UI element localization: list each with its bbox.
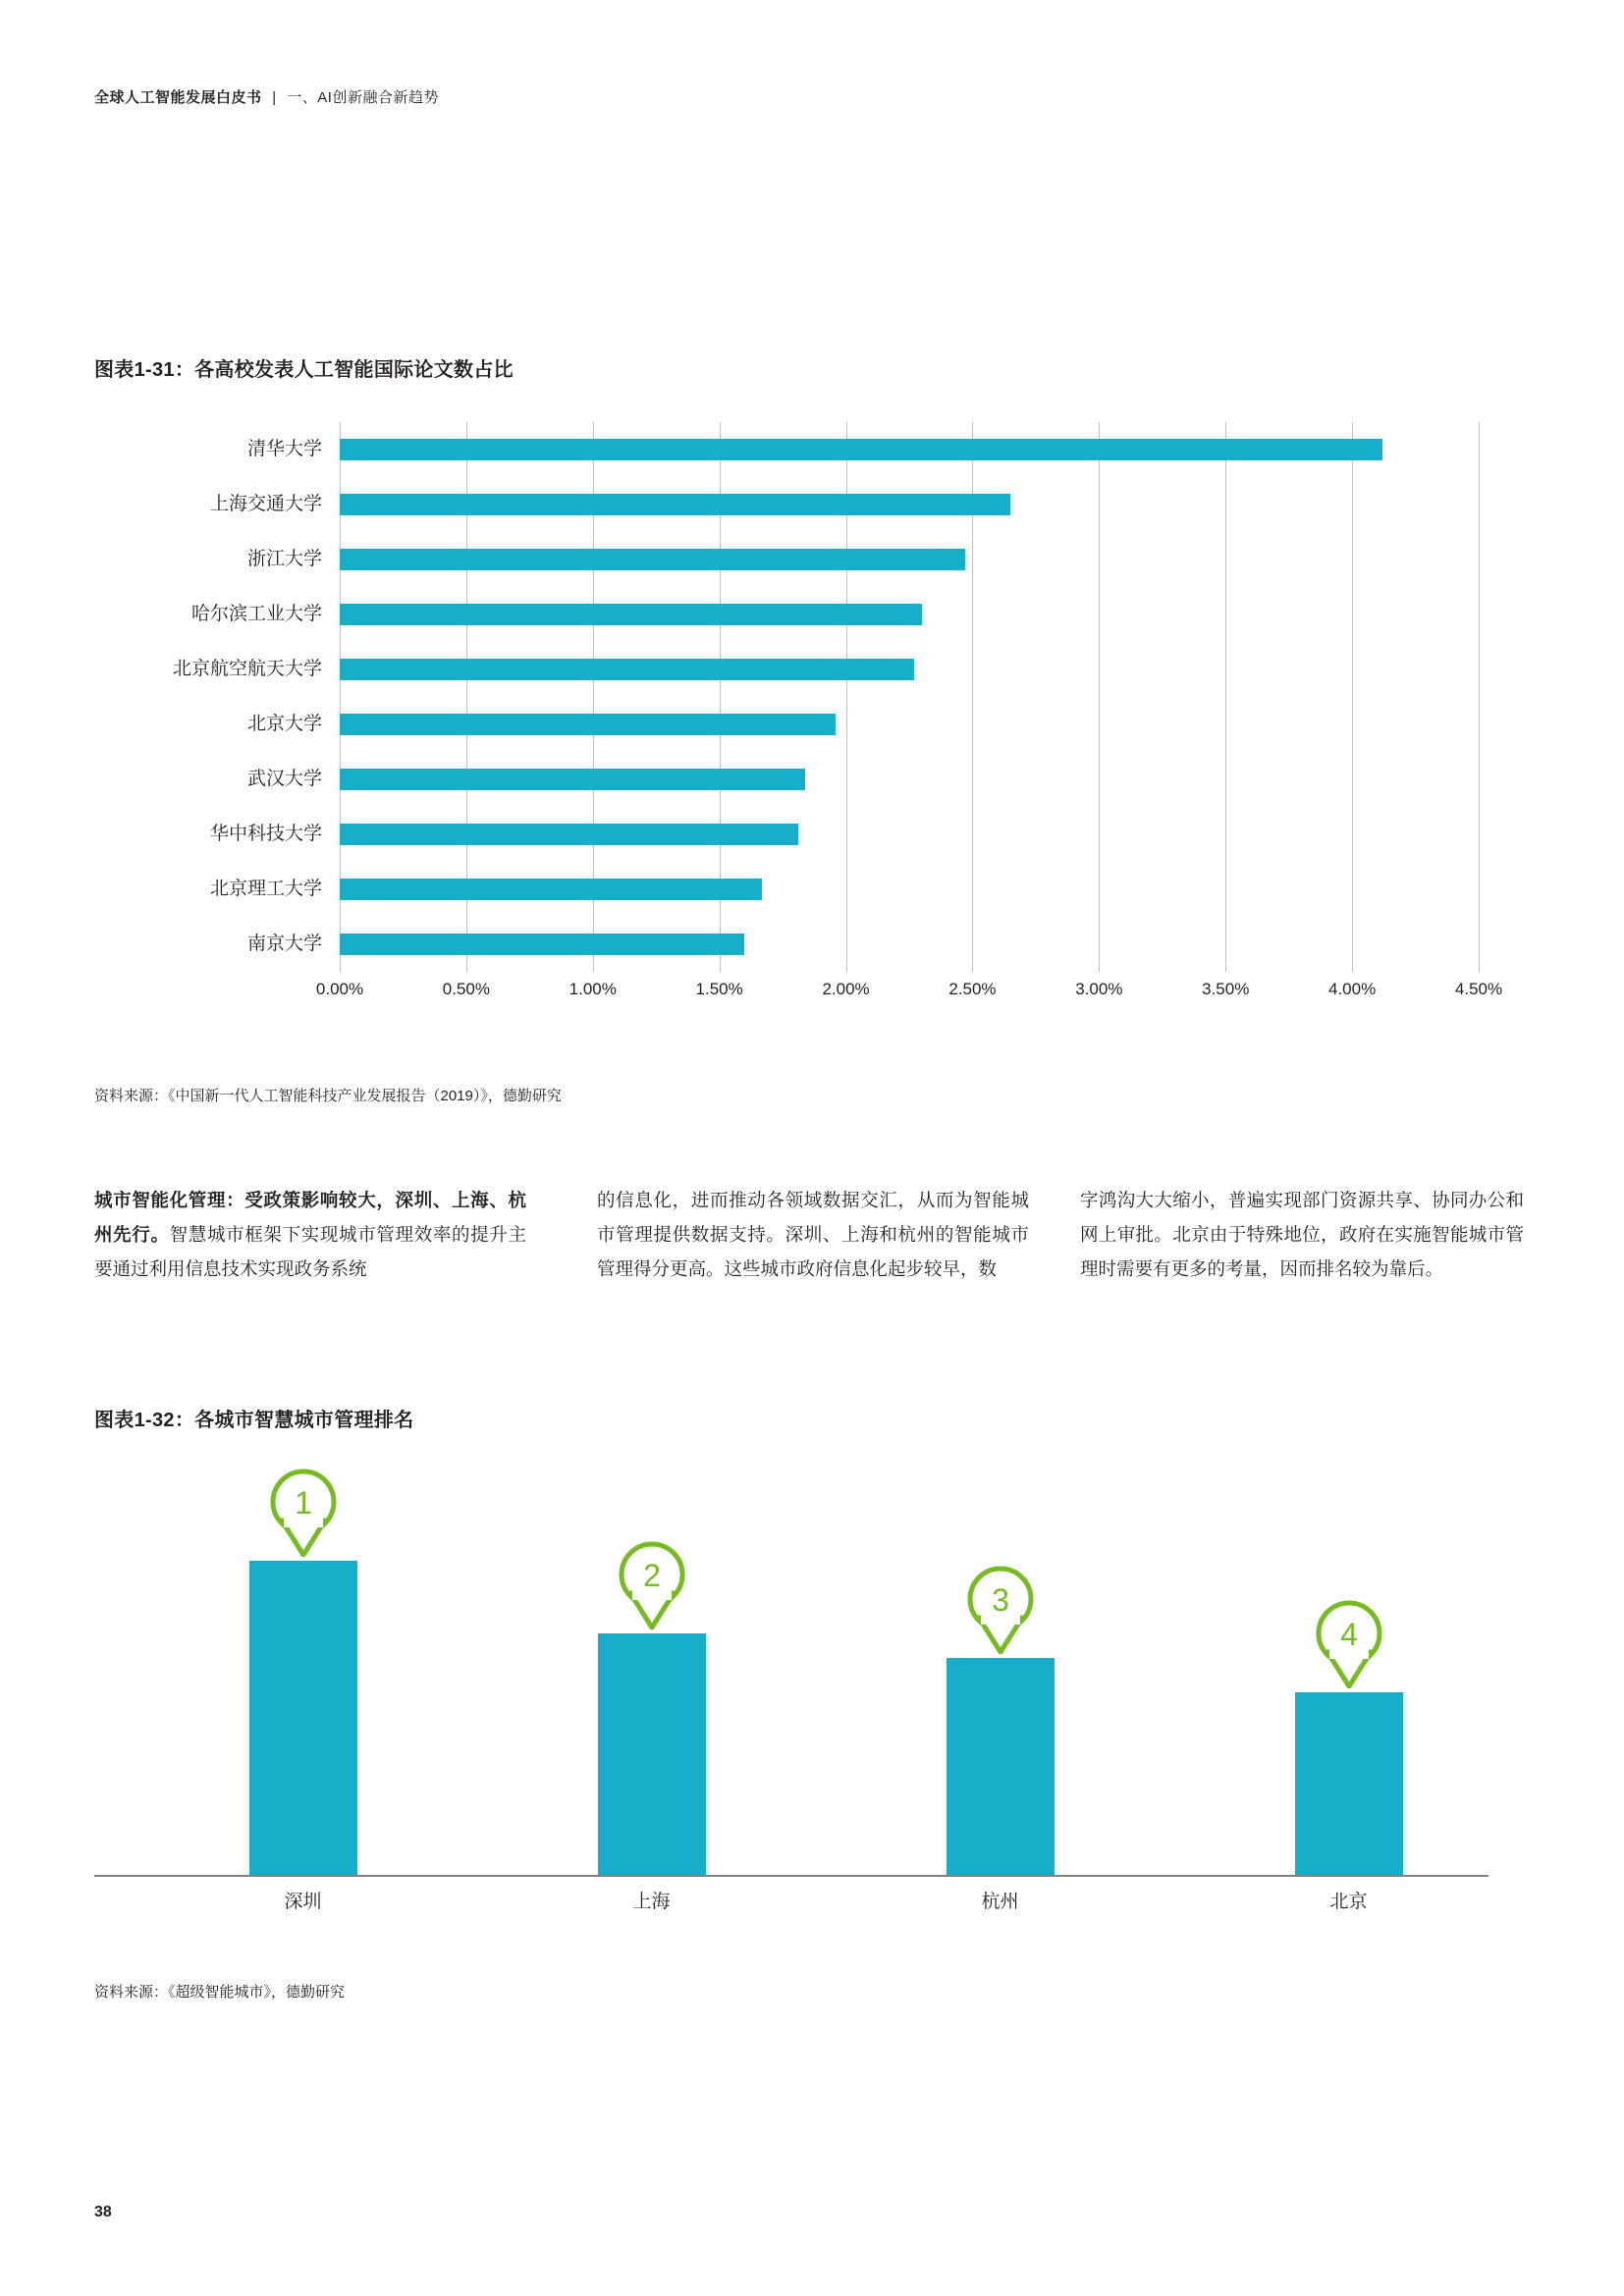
bar-row	[94, 477, 1528, 532]
city-label: 上海	[632, 1892, 671, 1912]
body-column-1-text: 智慧城市框架下实现城市管理效率的提升主要通过利用信息技术实现政务系统	[94, 1224, 526, 1279]
page-header	[94, 86, 439, 107]
rank-pin-marker	[965, 1564, 1036, 1654]
bar-row	[94, 587, 1528, 642]
body-column-1	[94, 1183, 526, 1286]
x-tick-label: 1.50%	[695, 980, 743, 998]
bar	[340, 549, 965, 570]
page-number: 38	[94, 2204, 112, 2220]
city-label: 北京	[1329, 1892, 1368, 1912]
x-tick-label: 2.00%	[822, 980, 870, 998]
figure-1-31-chart	[94, 412, 1528, 1041]
body-column-3	[1080, 1183, 1524, 1286]
city-bar-column	[477, 1463, 826, 1953]
body-column-2	[597, 1183, 1029, 1286]
bar	[340, 824, 798, 845]
bar-category-label: 清华大学	[246, 439, 322, 459]
bar	[340, 604, 922, 625]
bar-row	[94, 807, 1528, 862]
city-bar-column	[826, 1463, 1174, 1953]
city-label: 深圳	[284, 1892, 322, 1912]
bar-category-label: 北京大学	[246, 714, 322, 734]
rank-pin-marker	[268, 1467, 339, 1557]
bar-row	[94, 532, 1528, 587]
horizontal-bar-plot	[94, 412, 1528, 1001]
x-tick-label: 4.00%	[1328, 980, 1377, 998]
bar	[340, 714, 836, 735]
svg-text:4: 4	[1339, 1617, 1358, 1653]
figure-1-32-source: 资料来源：《超级智能城市》，德勤研究	[94, 1984, 346, 2001]
bar	[340, 934, 744, 955]
bar	[340, 439, 1382, 460]
header-separator: |	[272, 89, 277, 106]
section-title: 一、AI创新融合新趋势	[287, 89, 439, 106]
bar-row	[94, 422, 1528, 477]
body-lead: 城市智能化管理：受政策影响较大，深圳、上海、杭州先行。	[94, 1190, 526, 1245]
x-tick-label: 3.00%	[1075, 980, 1123, 998]
bar-category-label: 北京航空航天大学	[172, 659, 322, 679]
bar	[947, 1658, 1055, 1875]
bar	[1295, 1692, 1403, 1875]
rank-pin-marker	[617, 1539, 687, 1629]
bar	[340, 494, 1010, 515]
bar-row	[94, 917, 1528, 972]
rank-pin-marker	[1314, 1598, 1384, 1688]
bar	[340, 879, 762, 900]
x-tick-label: 0.50%	[442, 980, 490, 998]
figure-1-31-source: 资料来源：《中国新一代人工智能科技产业发展报告（2019）》，德勤研究	[94, 1088, 562, 1104]
x-tick-label: 2.50%	[948, 980, 997, 998]
bar-category-label: 华中科技大学	[209, 824, 322, 844]
bar-category-label: 哈尔滨工业大学	[190, 604, 322, 624]
bar-row	[94, 752, 1528, 807]
body-column-2-text: 的信息化，进而推动各领域数据交汇，从而为智能城市管理提供数据支持。深圳、上海和杭州的智能城市管理得分更高。这些城市政府信息化起步较早，数	[597, 1190, 1029, 1279]
bar-category-label: 上海交通大学	[209, 494, 322, 514]
x-tick-label: 0.00%	[315, 980, 364, 998]
x-tick-label: 4.50%	[1454, 980, 1503, 998]
x-tick-label: 3.50%	[1202, 980, 1250, 998]
bar-category-label: 北京理工大学	[209, 879, 322, 899]
body-column-3-text: 字鸿沟大大缩小，普遍实现部门资源共享、协同办公和网上审批。北京由于特殊地位，政府在实施智能城市管理时需要有更多的考量，因而排名较为靠后。	[1080, 1190, 1524, 1279]
bar-category-label: 南京大学	[246, 934, 322, 954]
bar-category-label: 浙江大学	[246, 549, 322, 569]
figure-1-32-chart	[94, 1463, 1528, 1953]
bar	[340, 659, 914, 680]
bar-row	[94, 697, 1528, 752]
figure-1-31-caption: 图表1-31：各高校发表人工智能国际论文数占比	[94, 359, 514, 381]
city-bar-column	[1174, 1463, 1523, 1953]
figure-1-32-caption: 图表1-32：各城市智慧城市管理排名	[94, 1410, 414, 1431]
svg-text:1: 1	[294, 1485, 312, 1521]
bar	[340, 769, 805, 790]
document-title: 全球人工智能发展白皮书	[94, 89, 262, 106]
svg-text:3: 3	[991, 1582, 1009, 1619]
bar	[249, 1561, 357, 1875]
city-label: 杭州	[981, 1892, 1019, 1912]
bar-row	[94, 862, 1528, 917]
x-tick-label: 1.00%	[568, 980, 617, 998]
svg-text:2: 2	[642, 1557, 661, 1593]
x-axis-ticks	[94, 980, 1528, 1009]
bar-row	[94, 642, 1528, 697]
city-bar-column	[129, 1463, 477, 1953]
bar-category-label: 武汉大学	[246, 769, 322, 789]
bar	[598, 1633, 706, 1875]
